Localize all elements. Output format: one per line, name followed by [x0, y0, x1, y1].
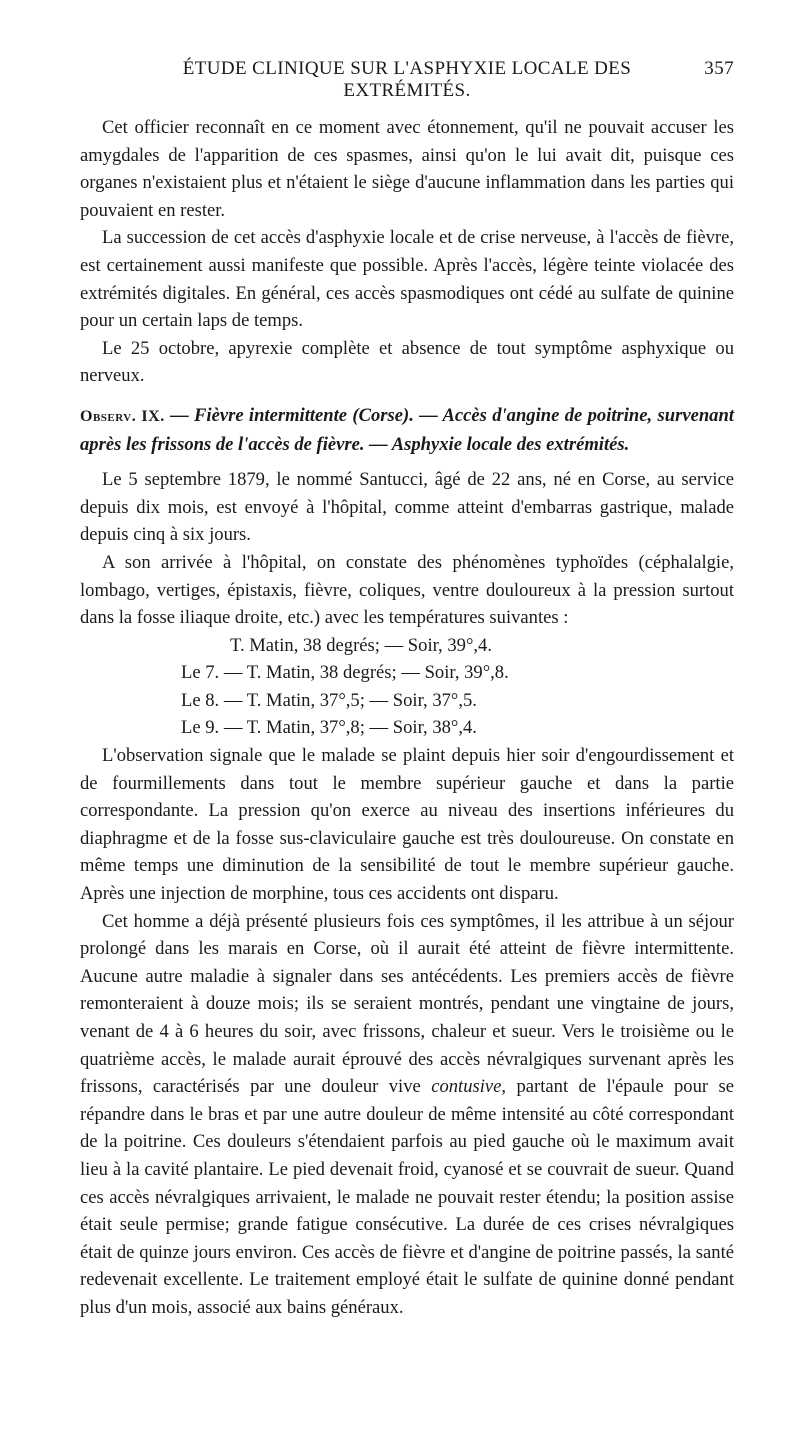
paragraph-7-part-a: Cet homme a déjà présenté plusieurs fois ces symptômes, il les attribue à un séjour prolongé dans les marais en Corse, où il aurait été atteint de fièvre intermittente. Aucune autre maladie à signaler dans ses antécédents. Les premiers accès de fièvre remonteraient à douze mois; ils se seraient montrés, pendant une vingtaine de jours, venant de 4 à 6 heures du soir, avec frissons, chaleur et sueur. Vers le troisième ou le quatrième accès, le malade aurait éprouvé des accès névralgiques survenant après les frissons, caractérisés par une douleur vive	[80, 910, 734, 1098]
temperature-row: Le 9. — T. Matin, 37°,8; — Soir, 38°,4.	[181, 717, 477, 739]
observation-title: — Fièvre intermittente (Corse). — Accès d'angine de poitrine, survenant après les frissons de l'accès de fièvre. — Asphyxie locale des extrémités.	[80, 404, 734, 455]
observation-label: Observ. IX.	[80, 407, 165, 425]
paragraph-3: Le 25 octobre, apyrexie complète et absence de tout symptôme asphyxique ou nerveux.	[80, 337, 734, 387]
paragraph-6: L'observation signale que le malade se plaint depuis hier soir d'engourdissement et de fourmillements dans tout le membre supérieur gauche et dans la partie correspondante. La pression qu'on exerce au niveau des insertions inférieures du diaphragme et de la fosse sus-claviculaire gauche est très douloureuse. On constate en même temps une diminution de la sensibilité de tout le membre supérieur gauche. Après une injection de morphine, tous ces accidents ont disparu.	[80, 745, 734, 905]
temperature-row: Le 8. — T. Matin, 37°,5; — Soir, 37°,5.	[181, 689, 477, 711]
paragraph-1: Cet officier reconnaît en ce moment avec étonnement, qu'il ne pouvait accuser les amygdales de l'apparition de ces spasmes, ainsi qu'on le lui avait dit, puisque ces organes n'existaient plus et n'étaient le siège d'aucune inflammation dans les parties qui pouvaient en rester.	[80, 117, 734, 221]
temperature-row: Le 7. — T. Matin, 38 degrés; — Soir, 39°,8.	[181, 662, 509, 684]
paragraph-4: Le 5 septembre 1879, le nommé Santucci, âgé de 22 ans, né en Corse, au service depuis dix mois, est envoyé à l'hôpital, comme atteint d'embarras gastrique, malade depuis cinq à six jours.	[80, 469, 734, 546]
running-title: ÉTUDE CLINIQUE SUR L'ASPHYXIE LOCALE DES EXTRÉMITÉS.	[182, 58, 632, 101]
paragraph-5: A son arrivée à l'hôpital, on constate des phénomènes typhoïdes (céphalalgie, lombago, vertiges, épistaxis, fièvre, coliques, ventre douloureux à la pression surtout dans la fosse iliaque droite, etc.) avec les températures suivantes :	[80, 551, 734, 629]
body-text	[80, 114, 734, 1322]
temperature-row: T. Matin, 38 degrés; — Soir, 39°,4.	[230, 634, 492, 656]
running-header	[80, 58, 734, 102]
page-number: 357	[704, 58, 734, 79]
paragraph-2: La succession de cet accès d'asphyxie locale et de crise nerveuse, à l'accès de fièvre, est certainement aussi manifeste que possible. Après l'accès, légère teinte violacée des extrémités digitales. En général, ces accès spasmodiques ont cédé au sulfate de quinine pour un certain laps de temps.	[80, 227, 734, 332]
paragraph-7-part-b: , partant de l'épaule pour se répandre dans le bras et par une autre douleur de même intensité au côté correspondant de la poitrine. Ces douleurs s'étendaient parfois au pied gauche où le maximum avait lieu à la cavité plantaire. Le pied devenait froid, cyanosé et se couvrait de sueur. Quand ces accès névralgiques arrivaient, le malade ne pouvait rester étendu; la position assise était seule permise; grande fatigue consécutive. La durée de ces crises névralgiques était de quinze jours environ. Ces accès de fièvre et d'angine de poitrine passés, la santé redevenait excellente. Le traitement employé était le sulfate de quinine donné pendant plus d'un mois, associé aux bains généraux.	[80, 1076, 735, 1318]
paragraph-7	[80, 908, 734, 1322]
observation-heading	[80, 402, 734, 458]
paragraph-7-emphasis: contusive	[431, 1076, 502, 1098]
temperature-list	[80, 632, 734, 742]
